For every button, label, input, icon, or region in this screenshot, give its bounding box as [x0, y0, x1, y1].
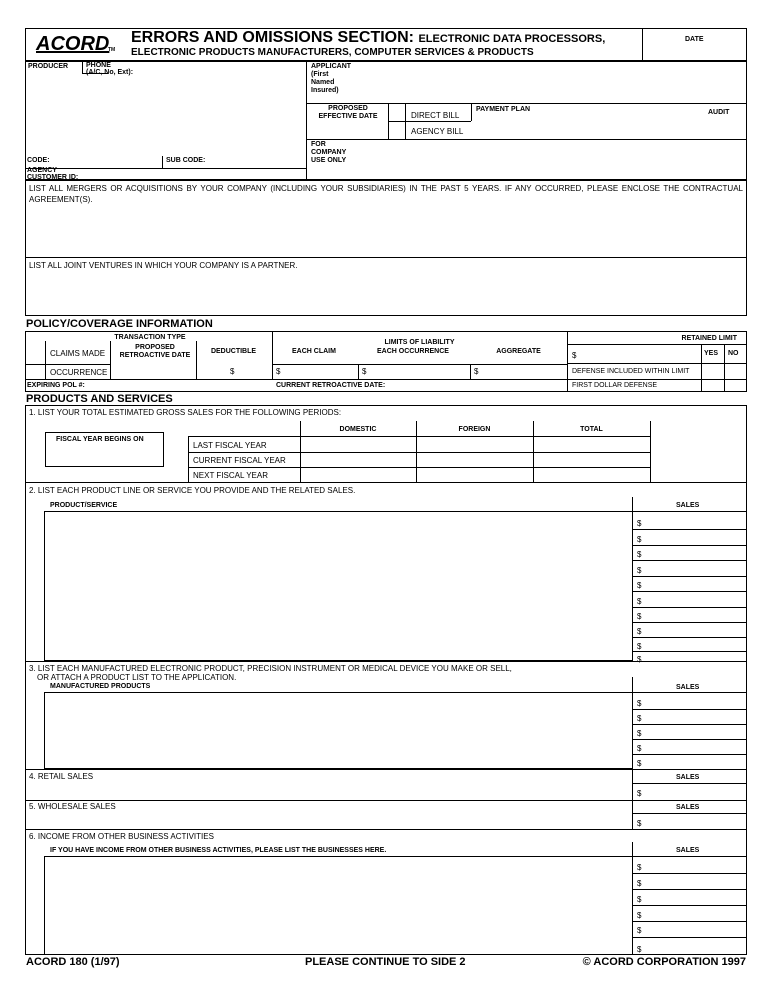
other-business-field[interactable]	[44, 856, 633, 955]
q6-sales-label: SALES	[676, 847, 700, 854]
producer-field[interactable]	[28, 76, 303, 156]
agency-bill-checkbox[interactable]	[389, 122, 404, 138]
fiscal-begins-field[interactable]	[47, 446, 162, 465]
q2-sales-dollar: $	[637, 519, 642, 528]
wholesale-sales-field[interactable]	[645, 815, 745, 828]
fiscal-begins-label: FISCAL YEAR BEGINS ON	[56, 436, 144, 443]
applicant-label: APPLICANT (First Named Insured)	[311, 63, 352, 94]
expiring-field[interactable]	[85, 381, 270, 391]
form-subtitle: ELECTRONIC PRODUCTS MANUFACTURERS, COMPUTER SERVICES & PRODUCTS	[131, 47, 534, 58]
occurrence-label: OCCURRENCE	[50, 368, 108, 377]
current-retro-field[interactable]	[392, 381, 564, 391]
total-label: TOTAL	[580, 426, 603, 433]
current-fy-label: CURRENT FISCAL YEAR	[193, 456, 286, 465]
mergers-text: LIST ALL MERGERS OR ACQUISITIONS BY YOUR COMPANY (INCLUDING YOUR SUBSIDIARIES) IN THE PAST 5 YEARS. IF ANY OCCURRED, PLEASE ENCLOSE THE CONTRACTUAL AGREEMENT(S).	[29, 184, 743, 204]
agency-id-label: AGENCY CUSTOMER ID:	[27, 167, 79, 181]
payment-plan-label: PAYMENT PLAN	[476, 106, 531, 113]
q2-sales-dollar: $	[637, 627, 642, 636]
direct-bill-label: DIRECT BILL	[411, 111, 460, 120]
form-id: ACORD 180 (1/97)	[26, 956, 120, 968]
q5-sales-dollar: $	[637, 819, 642, 828]
direct-bill-checkbox[interactable]	[389, 104, 404, 120]
q5-sales-label: SALES	[676, 804, 700, 811]
q6-sales-dollar: $	[637, 911, 642, 920]
joint-ventures-text: LIST ALL JOINT VENTURES IN WHICH YOUR COMPANY IS A PARTNER.	[29, 261, 298, 270]
limits-label: LIMITS OF LIABILITY	[384, 339, 455, 346]
deductible-dollar: $	[230, 367, 235, 376]
retained-limit-field[interactable]	[580, 347, 698, 361]
q4-sales-label: SALES	[676, 774, 700, 781]
copyright: © ACORD CORPORATION 1997	[582, 956, 746, 968]
q3-sales-dollar: $	[637, 714, 642, 723]
product-service-label: PRODUCT/SERVICE	[50, 502, 118, 509]
q2-sales-dollar: $	[637, 597, 642, 606]
transaction-type-label: TRANSACTION TYPE	[114, 334, 186, 341]
current-retro-label: CURRENT RETROACTIVE DATE:	[276, 382, 386, 389]
q2-sales-dollar: $	[637, 535, 642, 544]
q6-sales-dollar: $	[637, 879, 642, 888]
q6-sales-dollar: $	[637, 895, 642, 904]
trademark: TM	[108, 47, 116, 53]
q6-sales-dollar: $	[637, 945, 642, 954]
q6-sales-dollar: $	[637, 863, 642, 872]
first-dollar-no[interactable]	[725, 380, 746, 391]
q6-sub-text: IF YOU HAVE INCOME FROM OTHER BUSINESS ACTIVITIES, PLEASE LIST THE BUSINESSES HERE.	[50, 847, 387, 854]
proposed-effective-label: PROPOSED EFFECTIVE DATE	[318, 105, 378, 120]
yes-label: YES	[704, 350, 719, 357]
q3-sales-label: SALES	[676, 684, 700, 691]
continue-note: PLEASE CONTINUE TO SIDE 2	[305, 956, 466, 968]
defense-within-label: DEFENSE INCLUDED WITHIN LIMIT	[572, 368, 690, 375]
deductible-field[interactable]	[238, 366, 271, 378]
claims-made-label: CLAIMS MADE	[50, 349, 106, 358]
aggregate-field[interactable]	[482, 366, 565, 378]
code-label: CODE:	[27, 157, 50, 164]
q4-text: 4. RETAIL SALES	[29, 772, 94, 781]
each-claim-label: EACH CLAIM	[292, 348, 336, 355]
mergers-field[interactable]	[28, 206, 744, 254]
producer-label: PRODUCER	[28, 63, 69, 70]
next-fy-label: NEXT FISCAL YEAR	[193, 471, 268, 480]
last-fy-label: LAST FISCAL YEAR	[193, 441, 267, 450]
retained-limit-label: RETAINED LIMIT	[681, 335, 737, 342]
products-heading: PRODUCTS AND SERVICES	[26, 393, 173, 405]
first-dollar-yes[interactable]	[702, 380, 723, 391]
product-service-field[interactable]	[44, 511, 633, 661]
q2-sales-dollar: $	[637, 612, 642, 621]
foreign-label: FOREIGN	[458, 426, 491, 433]
q2-text: 2. LIST EACH PRODUCT LINE OR SERVICE YOU PROVIDE AND THE RELATED SALES.	[29, 486, 356, 495]
defense-within-no[interactable]	[725, 364, 746, 378]
title-small: ELECTRONIC DATA PROCESSORS,	[418, 33, 606, 45]
q2-sales-dollar: $	[637, 581, 642, 590]
q4-sales-dollar: $	[637, 789, 642, 798]
expiring-label: EXPIRING POL #:	[27, 382, 85, 389]
q3-sales-dollar: $	[637, 729, 642, 738]
q3-sales-dollar: $	[637, 699, 642, 708]
acord-logo: ACORD	[36, 33, 110, 55]
aggregate-label: AGGREGATE	[496, 348, 541, 355]
first-dollar-label: FIRST DOLLAR DEFENSE	[572, 382, 658, 389]
q1-text: 1. LIST YOUR TOTAL ESTIMATED GROSS SALES FOR THE FOLLOWING PERIODS:	[29, 408, 342, 417]
manufactured-field[interactable]	[44, 692, 633, 769]
aggregate-dollar: $	[474, 367, 479, 376]
applicant-field[interactable]	[360, 63, 745, 101]
q2-sales-dollar: $	[637, 642, 642, 651]
q5-text: 5. WHOLESALE SALES	[29, 802, 116, 811]
q2-sales-label: SALES	[676, 502, 700, 509]
company-use-label: FOR COMPANY USE ONLY	[311, 141, 347, 164]
form-title	[131, 29, 605, 47]
proposed-retro-label: PROPOSED RETROACTIVE DATE	[119, 344, 191, 359]
q6-text: 6. INCOME FROM OTHER BUSINESS ACTIVITIES	[29, 832, 214, 841]
joint-ventures-field[interactable]	[28, 275, 744, 313]
each-claim-field[interactable]	[284, 366, 356, 378]
each-occurrence-field[interactable]	[370, 366, 468, 378]
domestic-label: DOMESTIC	[339, 426, 377, 433]
claims-made-checkbox[interactable]	[27, 344, 43, 360]
phone-label: PHONE (A/C, No, Ext):	[86, 62, 134, 76]
each-occurrence-label: EACH OCCURRENCE	[377, 348, 449, 355]
audit-label: AUDIT	[708, 109, 730, 116]
subcode-label: SUB CODE:	[166, 157, 206, 164]
manufactured-label: MANUFACTURED PRODUCTS	[50, 683, 151, 690]
date-label: DATE	[685, 36, 704, 43]
each-claim-dollar: $	[276, 367, 281, 376]
proposed-retro-field[interactable]	[112, 366, 192, 378]
q3-text: 3. LIST EACH MANUFACTURED ELECTRONIC PRODUCT, PRECISION INSTRUMENT OR MEDICAL DEVICE YOU MAKE OR SELL,	[29, 664, 512, 673]
q2-sales-dollar: $	[637, 655, 642, 664]
policy-heading: POLICY/COVERAGE INFORMATION	[26, 318, 213, 330]
q3-sales-dollar: $	[637, 759, 642, 768]
date-field[interactable]	[644, 44, 744, 59]
each-occurrence-dollar: $	[362, 367, 367, 376]
q3-text-2: OR ATTACH A PRODUCT LIST TO THE APPLICATION.	[37, 673, 237, 682]
q6-sales-dollar: $	[637, 926, 642, 935]
q2-sales-dollar: $	[637, 550, 642, 559]
q2-sales-dollar: $	[637, 566, 642, 575]
defense-within-yes[interactable]	[702, 364, 723, 378]
occurrence-checkbox[interactable]	[27, 366, 43, 378]
retained-limit-dollar: $	[572, 351, 577, 360]
no-label: NO	[728, 350, 739, 357]
q3-sales-dollar: $	[637, 744, 642, 753]
agency-bill-label: AGENCY BILL	[411, 127, 464, 136]
title-main: ERRORS AND OMISSIONS SECTION:	[131, 29, 414, 46]
deductible-label: DEDUCTIBLE	[210, 348, 257, 355]
retail-sales-field[interactable]	[645, 785, 745, 799]
